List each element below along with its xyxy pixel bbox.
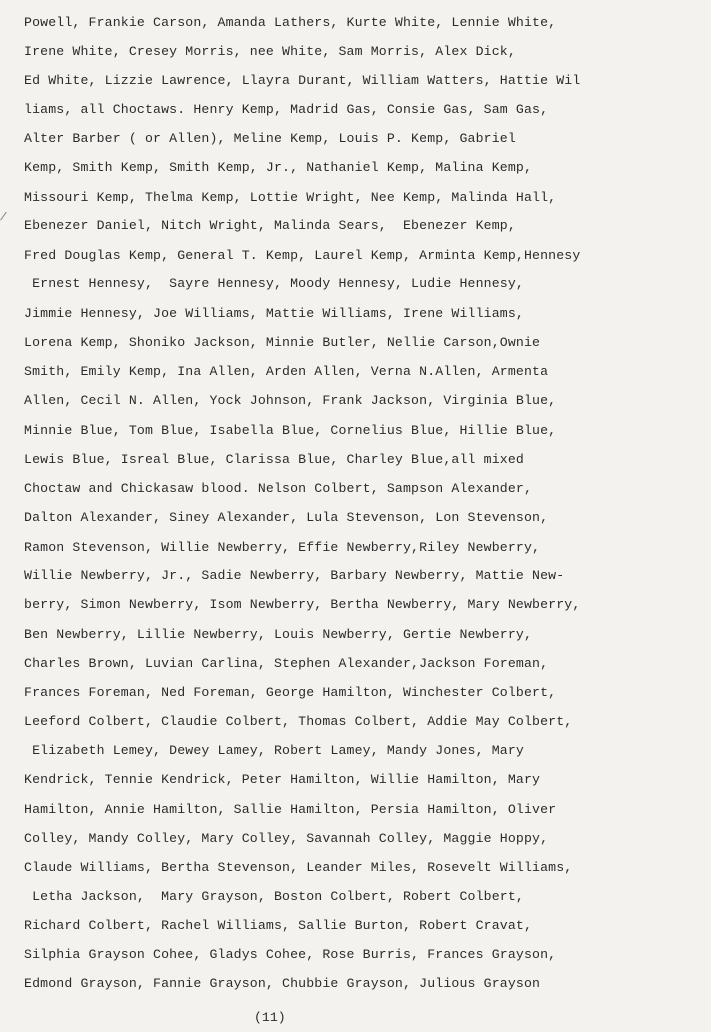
text-line: Jimmie Hennesy, Joe Williams, Mattie Williams, Irene Williams, [24,306,524,321]
text-line: Leeford Colbert, Claudie Colbert, Thomas Colbert, Addie May Colbert, [24,714,573,729]
text-line: Ben Newberry, Lillie Newberry, Louis Newberry, Gertie Newberry, [24,627,533,642]
text-line: Powell, Frankie Carson, Amanda Lathers, Kurte White, Lennie White, [24,15,557,30]
text-line: Colley, Mandy Colley, Mary Colley, Savannah Colley, Maggie Hoppy, [24,831,549,846]
page-number: (11) [254,1010,286,1025]
text-line: Ramon Stevenson, Willie Newberry, Effie Newberry,Riley Newberry, [24,540,541,555]
text-line: Irene White, Cresey Morris, nee White, Sam Morris, Alex Dick, [24,44,516,59]
text-line: Silphia Grayson Cohee, Gladys Cohee, Rose Burris, Frances Grayson, [24,947,557,962]
text-line: Elizabeth Lemey, Dewey Lamey, Robert Lamey, Mandy Jones, Mary [24,743,524,758]
text-line: Ernest Hennesy, Sayre Hennesy, Moody Hennesy, Ludie Hennesy, [24,276,524,291]
text-line: Smith, Emily Kemp, Ina Allen, Arden Allen, Verna N.Allen, Armenta [24,364,549,379]
text-line: Alter Barber ( or Allen), Meline Kemp, Louis P. Kemp, Gabriel [24,131,516,146]
text-line: Letha Jackson, Mary Grayson, Boston Colbert, Robert Colbert, [24,889,524,904]
text-line: Kendrick, Tennie Kendrick, Peter Hamilton, Willie Hamilton, Mary [24,772,541,787]
text-line: Kemp, Smith Kemp, Smith Kemp, Jr., Nathaniel Kemp, Malina Kemp, [24,160,533,175]
text-line: Richard Colbert, Rachel Williams, Sallie Burton, Robert Cravat, [24,918,533,933]
text-line: berry, Simon Newberry, Isom Newberry, Bertha Newberry, Mary Newberry, [24,597,581,612]
text-line: Allen, Cecil N. Allen, Yock Johnson, Frank Jackson, Virginia Blue, [24,393,557,408]
text-line: Lorena Kemp, Shoniko Jackson, Minnie Butler, Nellie Carson,Ownie [24,335,541,350]
text-line: Frances Foreman, Ned Foreman, George Hamilton, Winchester Colbert, [24,685,557,700]
text-line: Fred Douglas Kemp, General T. Kemp, Laurel Kemp, Arminta Kemp,Hennesy [24,248,581,263]
text-line: Minnie Blue, Tom Blue, Isabella Blue, Cornelius Blue, Hillie Blue, [24,423,557,438]
text-line: Missouri Kemp, Thelma Kemp, Lottie Wright, Nee Kemp, Malinda Hall, [24,190,557,205]
text-line: Edmond Grayson, Fannie Grayson, Chubbie Grayson, Julious Grayson [24,976,541,991]
text-line: Lewis Blue, Isreal Blue, Clarissa Blue, Charley Blue,all mixed [24,452,524,467]
margin-pencil-mark [0,212,15,227]
text-line: Claude Williams, Bertha Stevenson, Leander Miles, Rosevelt Williams, [24,860,573,875]
text-line: Choctaw and Chickasaw blood. Nelson Colbert, Sampson Alexander, [24,481,533,496]
text-line: liams, all Choctaws. Henry Kemp, Madrid Gas, Consie Gas, Sam Gas, [24,102,549,117]
text-line: Charles Brown, Luvian Carlina, Stephen Alexander,Jackson Foreman, [24,656,549,671]
text-line: Ebenezer Daniel, Nitch Wright, Malinda Sears, Ebenezer Kemp, [24,218,516,233]
text-line: Willie Newberry, Jr., Sadie Newberry, Barbary Newberry, Mattie New- [24,568,565,583]
text-line: Ed White, Lizzie Lawrence, Llayra Durant, William Watters, Hattie Wil [24,73,581,88]
text-line: Dalton Alexander, Siney Alexander, Lula Stevenson, Lon Stevenson, [24,510,549,525]
text-line: Hamilton, Annie Hamilton, Sallie Hamilton, Persia Hamilton, Oliver [24,802,557,817]
